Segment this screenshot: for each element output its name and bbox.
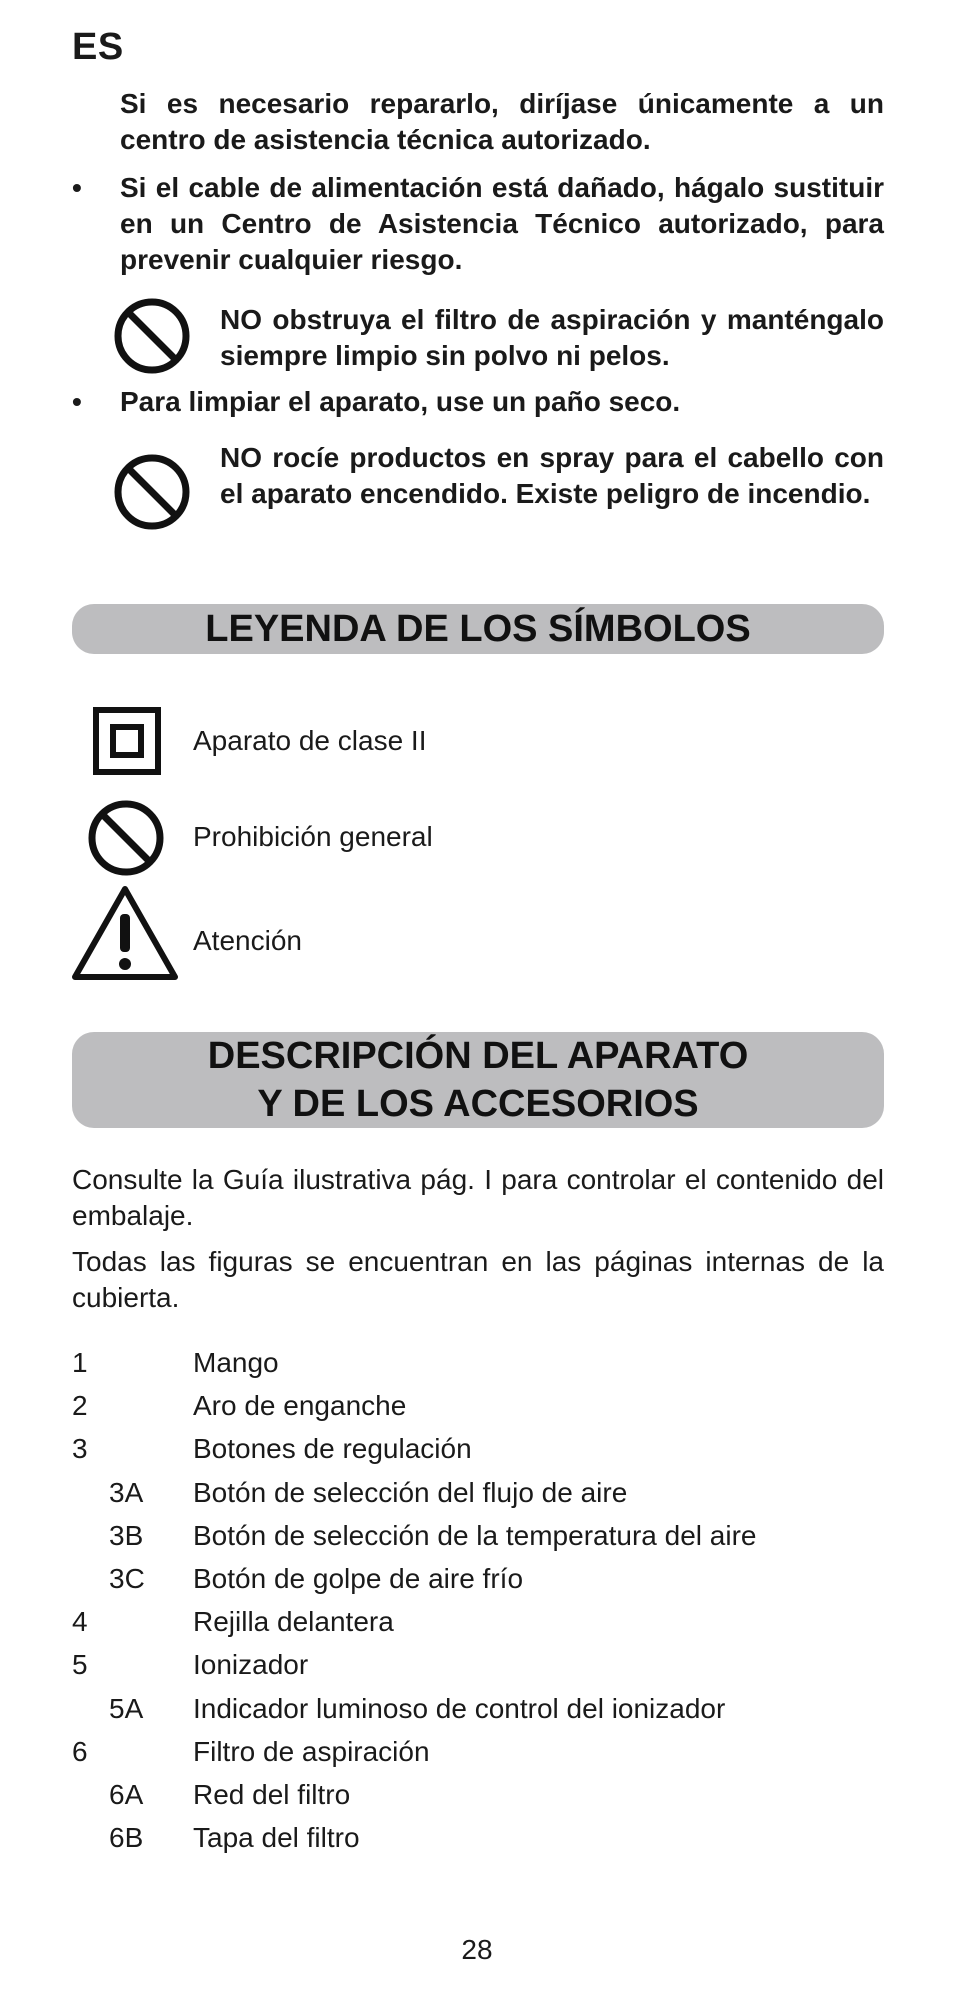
warning-icon (70, 884, 180, 982)
list-item (0, 1648, 954, 1691)
repair-warning-text: Si es necesario repararlo, diríjase únicamente a un centro de asistencia técnica autorizado. (120, 88, 884, 155)
list-item (0, 1735, 954, 1778)
list-item (0, 1519, 954, 1562)
part-number: 5A (109, 1692, 144, 1724)
legend-heading (72, 604, 884, 654)
part-label: Botones de regulación (193, 1433, 472, 1465)
part-number: 3 (72, 1433, 88, 1465)
list-item (0, 1821, 954, 1864)
part-number: 2 (72, 1390, 88, 1422)
part-number: 3B (109, 1519, 144, 1551)
legend-label-warning: Atención (193, 925, 302, 956)
list-item (0, 1389, 954, 1432)
bullet-mark: • (72, 386, 82, 417)
figures-location-text: Todas las figuras se encuentran en las páginas internas de la cubierta. (72, 1246, 884, 1313)
part-label: Indicador luminoso de control del ionizador (193, 1692, 726, 1724)
part-number: 3A (109, 1476, 144, 1508)
part-label: Rejilla delantera (193, 1606, 394, 1638)
prohibition-icon (86, 798, 166, 878)
list-item (0, 1605, 954, 1648)
part-label: Botón de selección de la temperatura del aire (193, 1519, 757, 1551)
list-item (0, 1562, 954, 1605)
list-item (0, 1692, 954, 1735)
language-code: ES (72, 26, 124, 68)
description-title-line1: DESCRIPCIÓN DEL APARATO (207, 1035, 749, 1077)
description-title-line2: Y DE LOS ACCESORIOS (257, 1083, 699, 1125)
part-label: Filtro de aspiración (193, 1735, 430, 1767)
legend-label-prohibition: Prohibición general (193, 821, 433, 852)
cable-warning-text: Si el cable de alimentación está dañado, hágalo sustituir en un Centro de Asistencia Técnico autorizado, para prevenir cualquier riesgo. (120, 172, 884, 275)
page-number: 28 (461, 1934, 493, 1965)
class-ii-icon (92, 706, 162, 776)
part-label: Aro de enganche (193, 1390, 407, 1422)
spray-warning-text: NO rocíe productos en spray para el cabello con el aparato encendido. Existe peligro de incendio. (220, 442, 884, 509)
bullet-mark: • (72, 172, 82, 203)
list-item (0, 1476, 954, 1519)
part-label: Mango (193, 1347, 279, 1378)
part-number: 4 (72, 1606, 88, 1638)
filter-warning-text: NO obstruya el filtro de aspiración y manténgalo siempre limpio sin polvo ni pelos. (220, 304, 884, 371)
part-label: Botón de selección del flujo de aire (193, 1476, 628, 1508)
cleaning-warning-text: Para limpiar el aparato, use un paño seco. (120, 386, 681, 417)
list-item (0, 1432, 954, 1475)
part-number: 6B (109, 1822, 144, 1854)
prohibition-icon (112, 452, 192, 532)
part-number: 5 (72, 1649, 88, 1681)
prohibition-icon (112, 296, 192, 376)
part-number: 3C (109, 1563, 145, 1594)
guide-reference-text: Consulte la Guía ilustrativa pág. I para controlar el contenido del embalaje. (72, 1164, 884, 1231)
part-label: Tapa del filtro (193, 1822, 360, 1854)
part-number: 6A (109, 1779, 144, 1810)
description-heading (72, 1032, 884, 1128)
part-number: 1 (72, 1347, 88, 1378)
legend-label-class-ii: Aparato de clase II (193, 725, 427, 756)
part-number: 6 (72, 1735, 88, 1767)
list-item (0, 1346, 954, 1389)
part-label: Ionizador (193, 1649, 309, 1681)
part-label: Red del filtro (193, 1779, 351, 1810)
legend-title: LEYENDA DE LOS SÍMBOLOS (205, 608, 751, 650)
part-label: Botón de golpe de aire frío (193, 1563, 524, 1594)
list-item (0, 1778, 954, 1821)
